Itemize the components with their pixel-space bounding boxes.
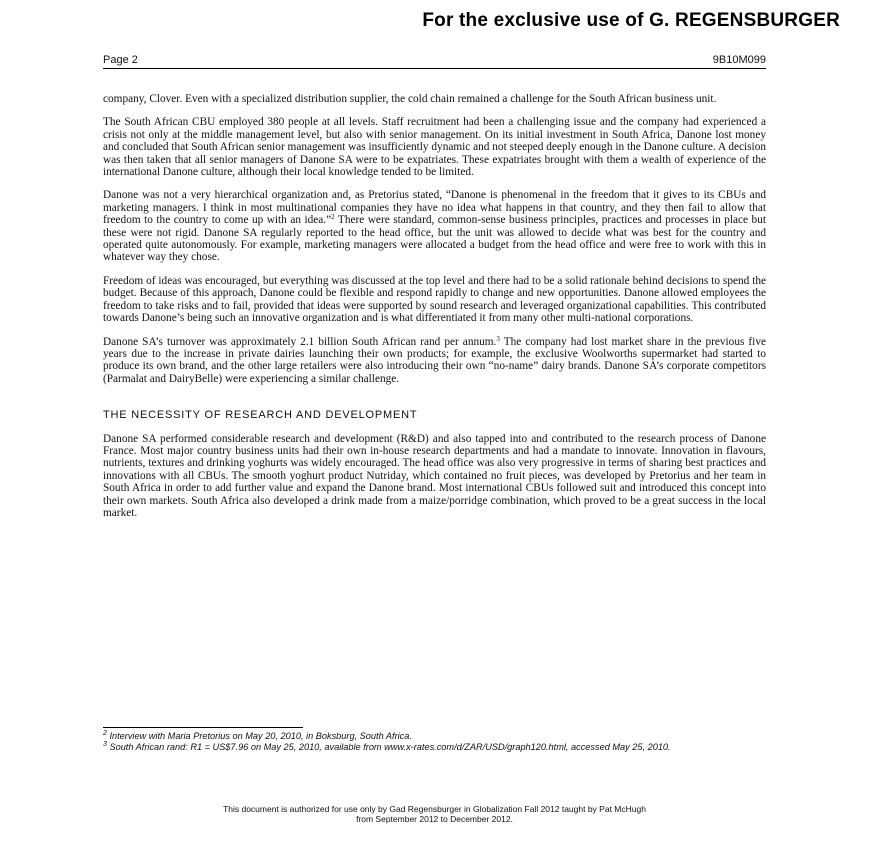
paragraph-text: Danone SA’s turnover was approximately 2.1 billion South African rand per annum. bbox=[103, 335, 497, 348]
paragraph bbox=[103, 189, 766, 263]
footnote-number: 3 bbox=[103, 740, 107, 748]
paragraph: Danone SA performed considerable research and development (R&D) and also tapped into and contributed to the research process of Danone France. Most major country business units had their own in-house research departments and had a mandate to innovate. Innovation in flavours, nutrients, textures and drinking yoghurts was widely encouraged. The head office was also very progressive in terms of sharing best practices and innovations with all CBUs. The smooth yoghurt product Nutriday, which contained no fruit pieces, was developed by Pretorius and her team in South Africa in order to add further value and expand the Danone brand. Most international CBUs followed suit and introduced this concept into their own markets. South Africa also developed a drink made from a maize/porridge combination, which proved to be a great success in the local market. bbox=[103, 432, 766, 519]
case-number: 9B10M099 bbox=[712, 54, 766, 66]
running-header bbox=[103, 54, 766, 69]
paragraph bbox=[103, 336, 766, 386]
footnote-number: 2 bbox=[103, 730, 107, 737]
page-number: Page 2 bbox=[103, 54, 138, 66]
paragraph-text: There were standard, common-sense business principles, practices and processes in place but these were not rigid. Danone SA regularly reported to the head office, but the unit was allowed to decide what was best for the country and operated quite autonomously. For example, marketing managers were allocated a budget from the head office and were free to work with this in whatever way they chose. bbox=[103, 214, 766, 264]
footnote-divider bbox=[103, 727, 303, 728]
footnote bbox=[103, 731, 766, 742]
footnote-text: Interview with Maria Pretorius on May 20, 2010, in Boksburg, South Africa. bbox=[106, 731, 412, 741]
footer-line: This document is authorized for use only by Gad Regensburger in Globalization Fall 2012 taught by Pat McHugh bbox=[223, 804, 646, 814]
exclusive-use-notice: For the exclusive use of G. REGENSBURGER bbox=[422, 10, 840, 31]
paragraph: company, Clover. Even with a specialized distribution supplier, the cold chain remained a challenge for the South African business unit. bbox=[103, 93, 717, 105]
section-heading: THE NECESSITY OF RESEARCH AND DEVELOPMENT bbox=[103, 409, 418, 422]
paragraph: Freedom of ideas was encouraged, but everything was discussed at the top level and there had to be a solid rationale behind decisions to spend the budget. Because of this approach, Danone could be flexible and respond rapidly to change and new opportunities. Danone allowed employees the freedom to take risks and to fail, provided that ideas were supported by sound research and leveraged organizational capabilities. This contributed towards Danone’s being such an innovative organization and is what differentiated it from many other multi-national corporations. bbox=[103, 274, 766, 325]
document-body bbox=[103, 93, 766, 530]
paragraph-text: Danone was not a very hierarchical organization and, as Pretorius stated, “Danone is phenomenal in the freedom that it gives to its CBUs and marketing managers. I think in most multinational companies they have no idea what happens in that country, and they then fail to allow that freedom to the country to come up with an idea.” bbox=[103, 189, 766, 227]
footer-line: from September 2012 to December 2012. bbox=[356, 814, 513, 824]
footnote bbox=[103, 742, 766, 753]
paragraph: The South African CBU employed 380 people at all levels. Staff recruitment had been a challenging issue and the company had experienced a crisis not only at the middle management level, but also with senior management. On its initial investment in South Africa, Danone lost money and concluded that South African senior management was insufficiently dynamic and not steeped deeply enough in the Danone culture. A decision was then taken that all senior managers of Danone SA were to be expatriates. These expatriates brought with them a wealth of experience of the international Danone culture, although their local knowledge tended to be limited. bbox=[103, 116, 766, 179]
paragraph-text: The company had lost market share in the previous five years due to the increase in private dairies launching their own products; for example, the exclusive Woolworths supermarket had started to produce its own brand, and the other large retailers were also introducing their own “no-name” dairy brands. Danone SA’s corporate competitors (Parmalat and DairyBelle) were experiencing a similar challenge. bbox=[103, 335, 766, 385]
footnotes bbox=[103, 731, 766, 752]
authorization-footer bbox=[103, 804, 766, 824]
footnote-ref: 3 bbox=[496, 334, 500, 343]
footnote-text: South African rand: R1 = US$7.96 on May 25, 2010, available from www.x-rates.com/d/ZAR/USD/graph120.html, accessed May 25, 2010. bbox=[106, 741, 671, 752]
footnote-ref: 2 bbox=[331, 213, 335, 222]
